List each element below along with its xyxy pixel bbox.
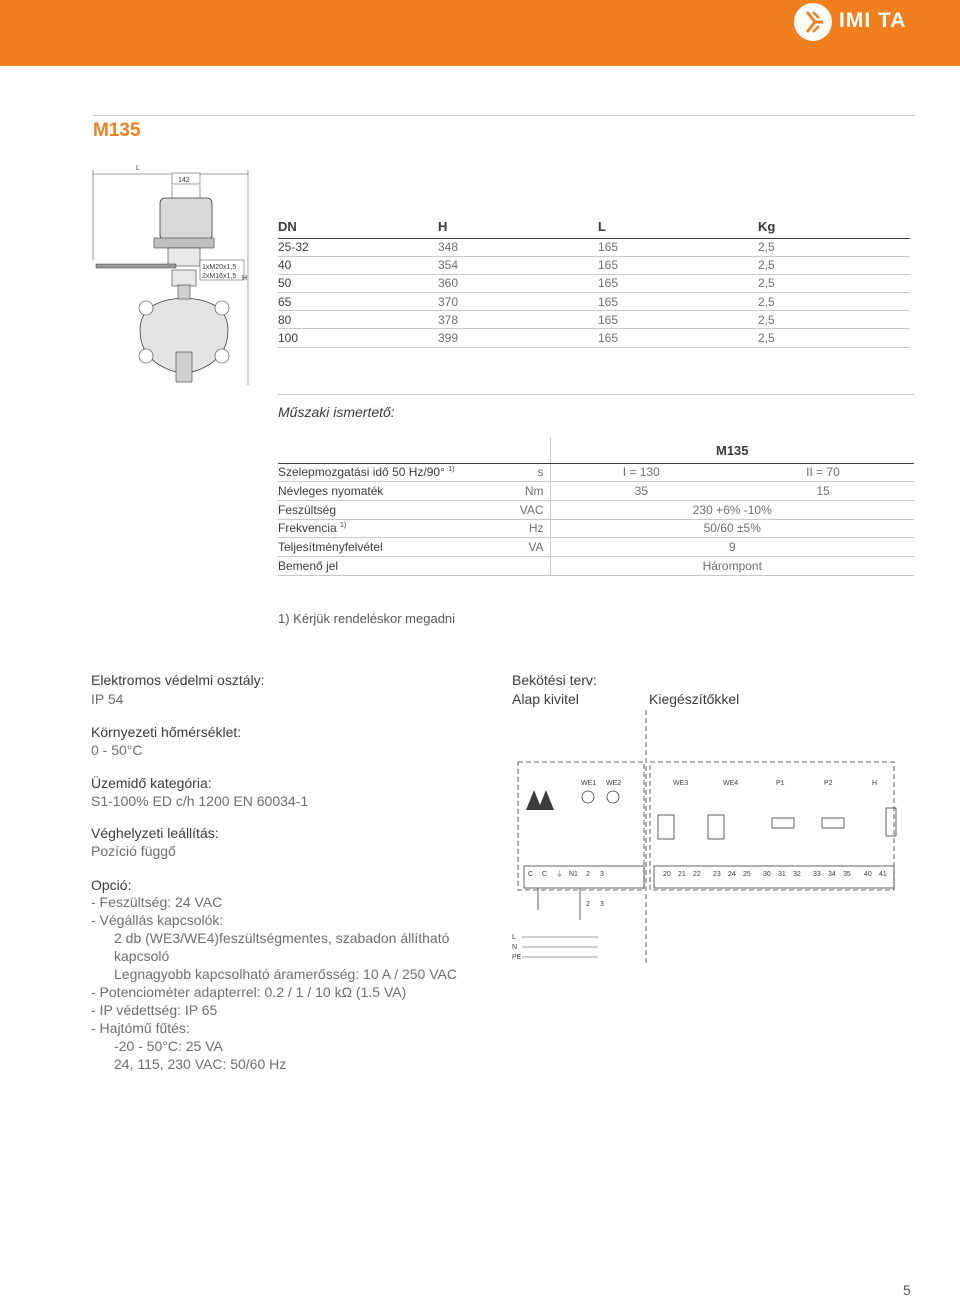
cell: 100	[278, 329, 438, 347]
specs-header-row	[278, 437, 914, 463]
col-header: L	[598, 216, 758, 238]
cell: 165	[598, 238, 758, 256]
terminal-label: 20	[663, 871, 671, 878]
spec-label: Frekvencia	[278, 521, 337, 536]
property-value: IP 54	[91, 691, 124, 707]
footnote: 1) Kérjük rendeléskor megadni	[278, 611, 456, 626]
cell: 25-32	[278, 238, 438, 256]
option-line: kapcsoló	[114, 948, 170, 964]
table-row	[278, 274, 910, 292]
spec-value: 9	[550, 538, 914, 557]
property-title: Véghelyzeti leállítás:	[91, 825, 219, 841]
cell: 65	[278, 293, 438, 311]
label-we3: WE3	[673, 780, 689, 787]
cell: 80	[278, 311, 438, 329]
dimension-table	[278, 216, 910, 348]
terminal-label: 3	[600, 871, 604, 878]
options-title: Opció:	[91, 877, 132, 893]
terminal-label: C	[542, 871, 548, 878]
cell: 348	[438, 238, 598, 256]
table-row	[278, 293, 910, 311]
terminal-label: 2	[586, 871, 590, 878]
wiring-diagram	[508, 710, 908, 970]
property-title: Üzemidő kategória:	[91, 775, 212, 791]
specs-title: Műszaki ismertető:	[278, 404, 395, 420]
cell: 165	[598, 293, 758, 311]
valve-drawing	[88, 160, 268, 400]
spec-unit: Hz	[502, 519, 550, 538]
page-title: M135	[93, 120, 141, 141]
table-row	[278, 463, 914, 482]
label-p2: P2	[824, 780, 833, 787]
property-title: Elektromos védelmi osztály:	[91, 672, 265, 688]
cable-label-2: 2xM16x1,5	[202, 273, 237, 280]
label-p1: P1	[776, 780, 785, 787]
table-row	[278, 311, 910, 329]
property-value: S1-100% ED c/h 1200 EN 60034-1	[91, 793, 309, 809]
header-bar	[0, 0, 960, 66]
spec-value: 50/60 ±5%	[550, 519, 914, 538]
table-row	[278, 482, 914, 501]
dim-l-label: L	[136, 165, 140, 172]
terminal-label: 24	[728, 871, 736, 878]
terminal-label: 35	[843, 871, 851, 878]
table-header-row	[278, 216, 910, 238]
terminal-label: 41	[879, 871, 887, 878]
terminal-label: 23	[713, 871, 721, 878]
label-we1: WE1	[581, 780, 597, 787]
cell: 165	[598, 329, 758, 347]
terminal-label: 31	[778, 871, 786, 878]
cell: 370	[438, 293, 598, 311]
property-title: Környezeti hőmérséklet:	[91, 724, 242, 740]
dim-h-label: H	[242, 275, 248, 282]
option-line: - Feszültség: 24 VAC	[91, 894, 223, 910]
option-line: -20 - 50°C: 25 VA	[114, 1038, 223, 1054]
option-line: - IP védettség: IP 65	[91, 1002, 218, 1018]
imi-logo-icon	[794, 3, 832, 41]
terminal-label: N1	[569, 871, 578, 878]
spec-value: II = 70	[732, 463, 914, 482]
spec-label: Bemenő jel	[278, 556, 502, 575]
cell: 2,5	[758, 238, 910, 256]
line-label-n: N	[512, 944, 518, 951]
table-row	[278, 329, 910, 347]
table-row	[278, 556, 914, 575]
table-row	[278, 238, 910, 256]
option-line: 2 db (WE3/WE4)feszültségmentes, szabadon állítható	[114, 930, 450, 946]
option-line: - Végállás kapcsolók:	[91, 912, 224, 928]
cable-label-1: 1xM20x1,5	[202, 264, 237, 271]
spec-label: Névleges nyomaték	[278, 482, 502, 501]
table-row	[278, 519, 914, 538]
spec-label: Szelepmozgatási idő 50 Hz/90°	[278, 465, 445, 480]
model-header: M135	[550, 437, 914, 463]
cell: 165	[598, 274, 758, 292]
spec-unit	[502, 556, 550, 575]
cell: 40	[278, 256, 438, 274]
cell: 50	[278, 274, 438, 292]
spec-label: Teljesítményfelvétel	[278, 538, 502, 557]
specs-divider	[278, 394, 914, 395]
label-h: H	[872, 780, 878, 787]
spec-unit: Nm	[502, 482, 550, 501]
terminal-label: 25	[743, 871, 751, 878]
option-line: 24, 115, 230 VAC: 50/60 Hz	[114, 1056, 287, 1072]
wiring-title: Bekötési terv:	[512, 672, 597, 688]
terminal-label: 22	[693, 871, 701, 878]
spec-value: 230 +6% -10%	[550, 500, 914, 519]
cell: 2,5	[758, 293, 910, 311]
terminal-label: 21	[678, 871, 686, 878]
cell: 2,5	[758, 256, 910, 274]
brand-name: IMI TA	[839, 9, 907, 32]
col-header: H	[438, 216, 598, 238]
terminal-label: 34	[828, 871, 836, 878]
dim-142-label: 142	[178, 177, 190, 184]
spec-unit: s	[502, 463, 550, 482]
label-we4: WE4	[723, 780, 739, 787]
spec-value: I = 130	[550, 463, 732, 482]
spec-unit: VA	[502, 538, 550, 557]
terminal-label: 32	[793, 871, 801, 878]
page-number: 5	[903, 1282, 911, 1298]
line-label-pe: PE	[512, 954, 522, 961]
cell: 2,5	[758, 311, 910, 329]
wiring-extras-label: Kiegészítőkkel	[649, 691, 740, 707]
switch-label: 2	[586, 901, 590, 908]
specs-table	[278, 437, 914, 576]
cell: 378	[438, 311, 598, 329]
spec-value: Hárompont	[550, 556, 914, 575]
property-value: 0 - 50°C	[91, 742, 143, 758]
table-row	[278, 500, 914, 519]
label-we2: WE2	[606, 780, 622, 787]
footnote-mark: 1)	[340, 522, 347, 530]
terminal-label: 40	[864, 871, 872, 878]
table-row	[278, 538, 914, 557]
option-line: Legnagyobb kapcsolható áramerősség: 10 A / 250 VAC	[114, 966, 457, 982]
cell: 354	[438, 256, 598, 274]
cell: 360	[438, 274, 598, 292]
terminal-label: C	[528, 871, 534, 878]
option-line: - Potenciométer adapterrel: 0.2 / 1 / 10 kΩ (1.5 VA)	[91, 984, 407, 1000]
cell: 165	[598, 311, 758, 329]
table-row	[278, 256, 910, 274]
option-line: - Hajtómű fűtés:	[91, 1020, 190, 1036]
spec-value: 35	[550, 482, 732, 501]
title-divider	[93, 115, 915, 116]
spec-unit: VAC	[502, 500, 550, 519]
terminal-label: 33	[813, 871, 821, 878]
terminal-label: ⏚	[556, 871, 563, 878]
cell: 165	[598, 256, 758, 274]
property-value: Pozíció függő	[91, 843, 176, 859]
switch-label: 3	[600, 901, 604, 908]
cell: 2,5	[758, 274, 910, 292]
spec-value: 15	[732, 482, 914, 501]
wiring-basic-label: Alap kivitel	[512, 691, 579, 707]
cell: 399	[438, 329, 598, 347]
line-label-l: L	[512, 934, 516, 941]
cell: 2,5	[758, 329, 910, 347]
col-header: DN	[278, 216, 438, 238]
terminal-label: 30	[763, 871, 771, 878]
footnote-mark: 1)	[448, 466, 455, 474]
col-header: Kg	[758, 216, 910, 238]
spec-label: Feszültség	[278, 500, 502, 519]
